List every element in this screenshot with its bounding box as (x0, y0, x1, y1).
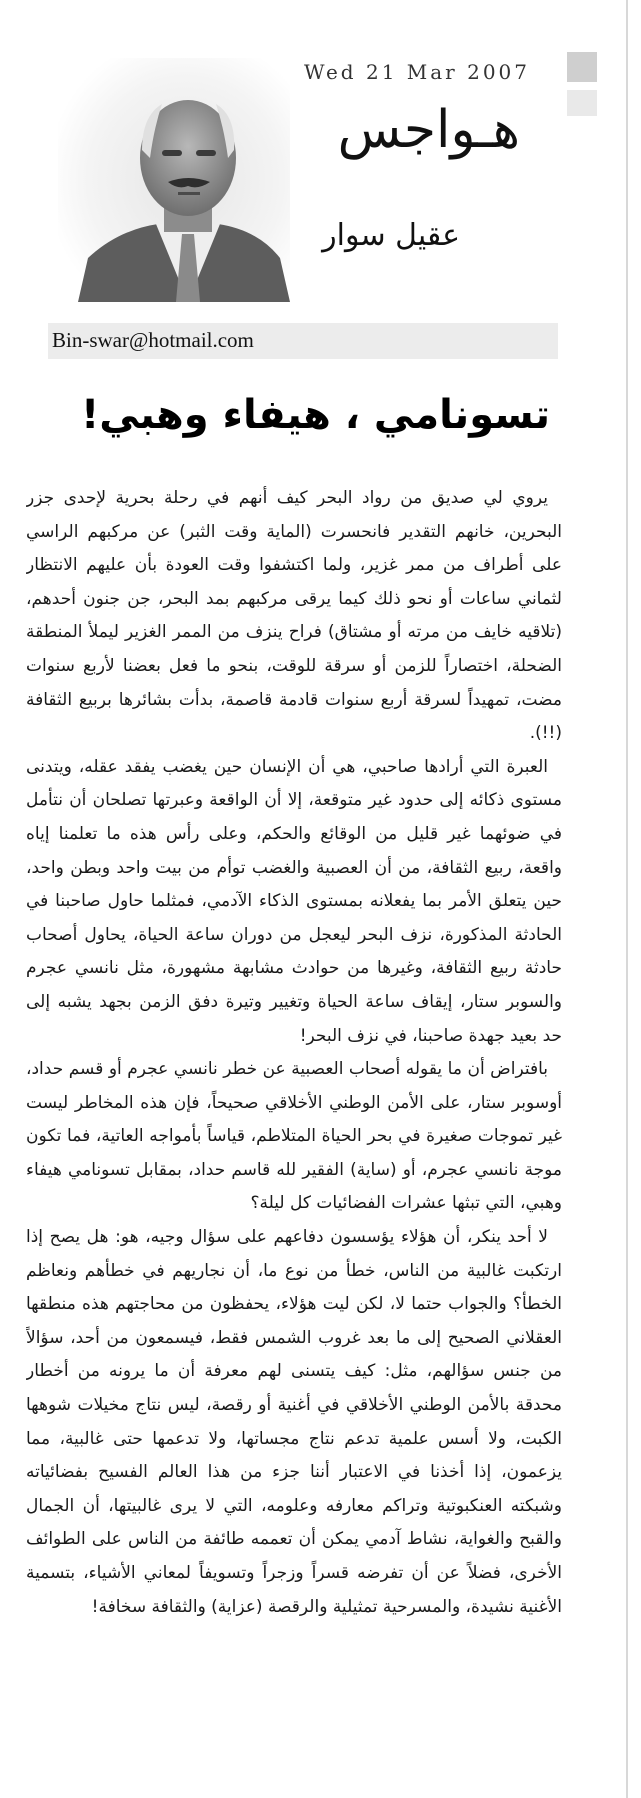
author-name: عقيل سوار (322, 218, 460, 253)
right-edge-rule (626, 0, 628, 1798)
author-photo (58, 58, 290, 302)
publication-date: Wed 21 Mar 2007 (304, 60, 530, 84)
author-email-link[interactable]: Bin-swar@hotmail.com (52, 328, 254, 352)
author-portrait-image (58, 58, 290, 302)
article-paragraph-3: بافتراض أن ما يقوله أصحاب العصبية عن خطر نانسي عجرم أو قسم حداد، أوسوبر ستار، على الأمن الوطني الأخلاقي صحيحاً، فإن هذه المخاطر ليست غير تموجات صغيرة في بحر الحياة المتلاطم، قياساً بأمواجه العاتية، فما تكون موجة نانسي عجرم، أو (ساية) الفقير لله قاسم حداد، بمقابل تسونامي هيفاء وهبي، التي تبثها عشرات الفضائيات كل ليلة؟ (26, 1059, 562, 1214)
corner-gray-block (567, 52, 597, 82)
article-paragraph-1: يروي لي صديق من رواد البحر كيف أنهم في رحلة بحرية لإحدى جزر البحرين، خانهم التقدير فانحسرت (الماية وقت الثبر) عن مركبهم الراسي على أطراف من ممر غزير، ولما اكتشفوا وقت العودة بأن عليهم الانتظار لثماني ساعات أو نحو ذلك كيما يرقى مركبهم بمد البحر، جن جنون أحدهم، (تلاقيه خايف من مرته أو مشتاق) فراح ينزف من الممر الغزير ليملأ المنطقة الضحلة، اختصاراً للزمن أو سرقة للوقت، بنحو ما فعل بعضنا لأربع سنوات مضت، تمهيداً لسرقة أربع سنوات قادمة قاصمة، بدأت بشائرها بربيع الثقافة (!!). (26, 488, 562, 744)
corner-light-block (567, 90, 597, 116)
column-title: هـواجس (337, 100, 520, 160)
article-paragraph-4: لا أحد ينكر، أن هؤلاء يؤسسون دفاعهم على سؤال وجيه، هو: هل يصح إذا ارتكبت غالبية من الناس، خطأ من نوع ما، أن نجاريهم في خطأهم ونعاظم الخطأ؟ والجواب حتما لا، لكن ليت هؤلاء، يحفظون من محاجتهم هذه منطقها العقلاني الصحيح إلى ما بعد غروب الشمس فقط، فيسمعون من أحد، سؤالاً من جنس سؤالهم، مثل: كيف يتسنى لهم معرفة أن ما يرونه من أخطار محدقة بالأمن الوطني الأخلاقي في أغنية أو رقصة، ليس نتاج مخيلات شوهها الكبت، ولا أسس علمية تدعم نتاج مجساتها، ولا تدعمها حتى غالبية، مما يزعمون، إذا أخذنا في الاعتبار أننا جزء من هذا العالم الفسيح بفضائياته وشبكته العنكبوتية وتراكم معارفه وعلومه، التي لا يرى غالبيتها، أن الجمال والقبح والغواية، نشاط آدمي يمكن أن تعممه طائفة من الناس على الطوائف الأخرى، فضلاً عن أن تفرضه قسراً وزجراً وتسويفاً لمعاني الأشياء، بتسمية الأغنية نشيدة، والمسرحية تمثيلية والرقصة (عزاية) والثقافة سخافة! (26, 1227, 562, 1617)
article-body (26, 482, 562, 1782)
article-paragraph-2: العبرة التي أرادها صاحبي، هي أن الإنسان حين يغضب يفقد عقله، ويتدنى مستوى ذكائه إلى حدود غير متوقعة، إلا أن الواقعة وعبرتها تصلحان أن نتأمل في ضوئهما غير قليل من الوقائع والحكم، وعلى رأس هذه ما تعلمنا إياه واقعة، ربيع الثقافة، من أن العصبية والغضب توأم من بيت واحد وبطن واحد، حين يتعلق الأمر بما يفعلانه بمستوى الذكاء الآدمي، فمثلما حاول صاحبنا في الحادثة المذكورة، نزف البحر ليعجل من دوران ساعة الحياة، يحاول أصحاب حادثة ربيع الثقافة، وغيرها من حوادث مشابهة مشهورة، مثل نانسي عجرم والسوبر ستار، إيقاف ساعة الحياة وتغيير وتيرة دفق الزمن بجهد يشبه إلى حد بعيد جهدة صاحبنا، في نزف البحر! (26, 756, 562, 1046)
article-headline: تسونامي ، هيفاء وهبي! (80, 392, 550, 438)
